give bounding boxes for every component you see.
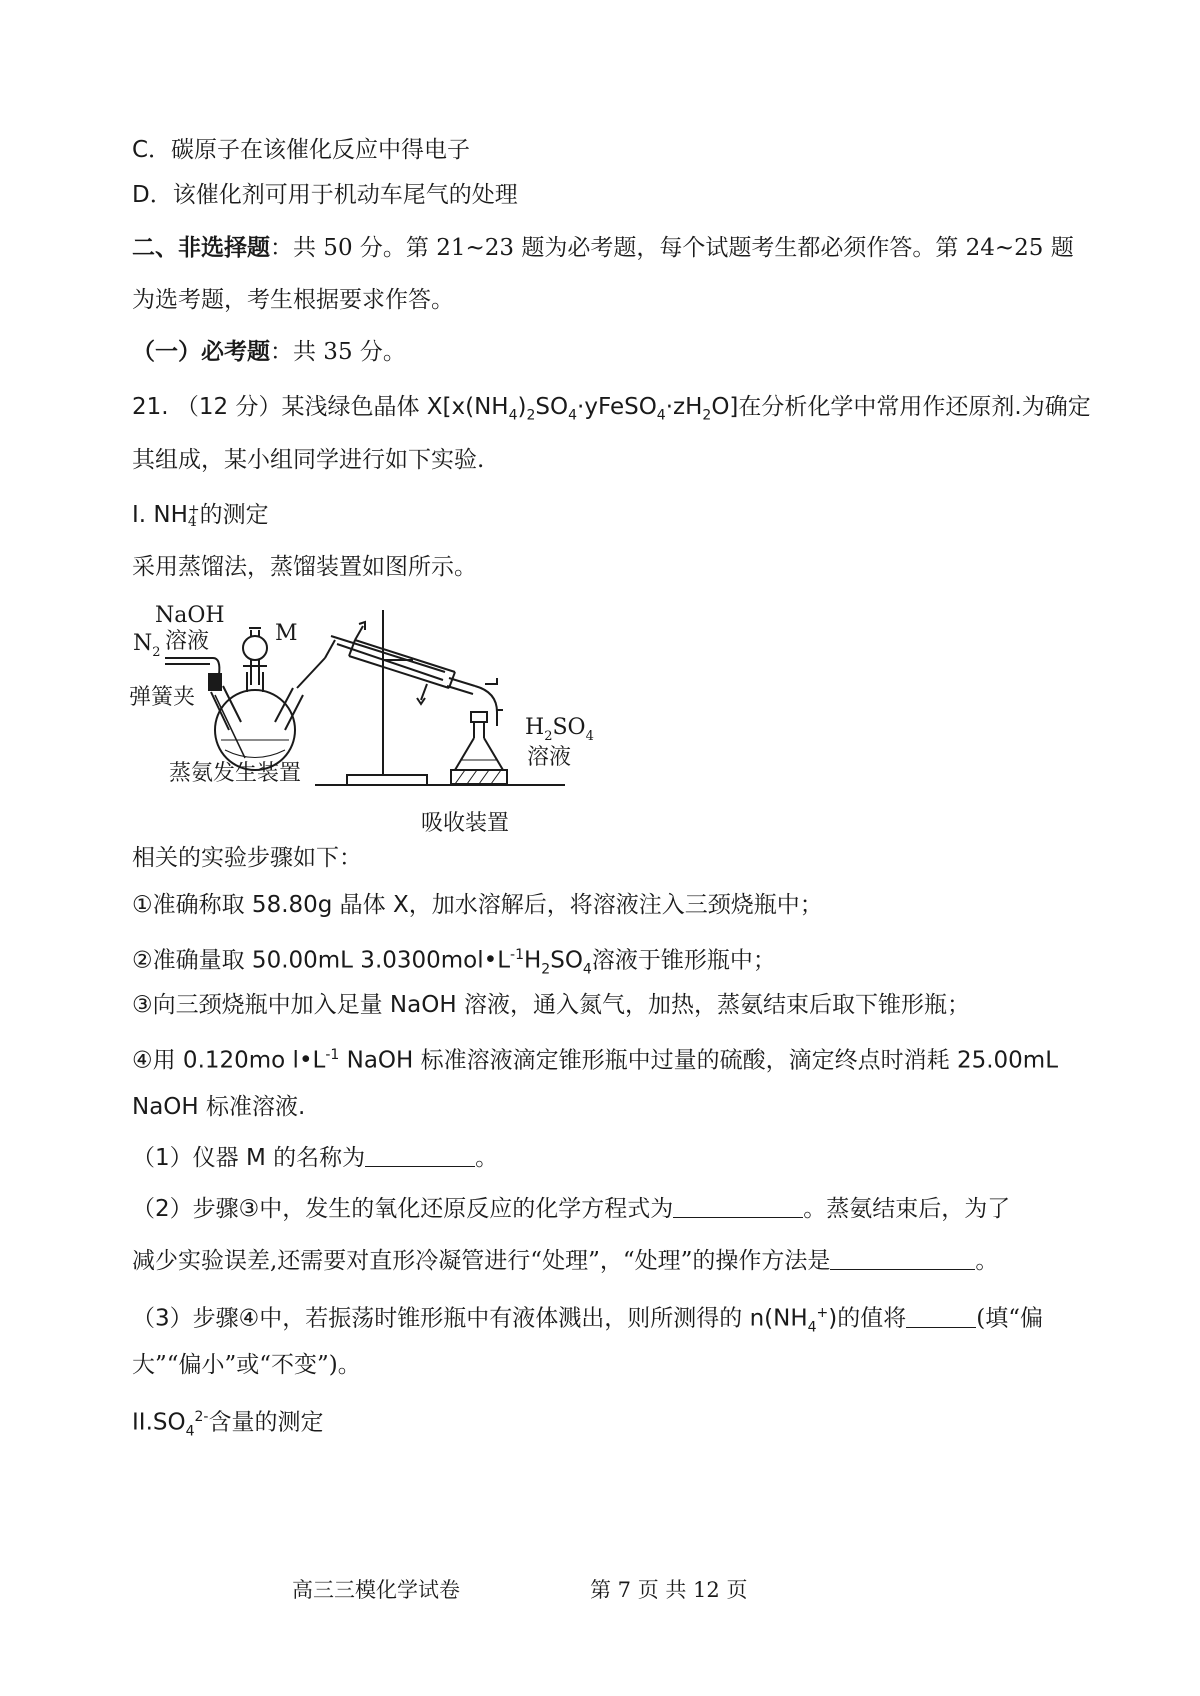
answer-blank-4[interactable] (906, 1305, 976, 1328)
label-solution2: 溶液 (527, 745, 572, 770)
question-3: （3）步骤④中，若振荡时锥形瓶中有液体溅出，则所测得的 $n(NH_4^+)$的值将 (填“偏 (132, 1305, 1043, 1336)
label-naoh: NaOH (155, 603, 225, 628)
label-absorber: 吸收装置 (421, 811, 510, 836)
step-1: ①准确称取 58.80g 晶体 X，加水溶解后，将溶液注入三颈烧瓶中； (132, 892, 823, 918)
option-c: C．碳原子在该催化反应中得电子 (132, 137, 471, 163)
method-text: 采用蒸馏法，蒸馏装置如图所示。 (132, 554, 477, 580)
section2-line2: 为选考题，考生根据要求作答。 (132, 287, 454, 313)
answer-blank-1[interactable] (365, 1144, 475, 1167)
question-1: （1）仪器 M 的名称为 。 (132, 1145, 499, 1171)
section2-line1: 二、非选择题：共 50 分。第 21~23 题为必考题，每个试题考生都必须作答。第 24~25 题 (132, 235, 1074, 261)
part1-title: I. NH + 4 的测定 (132, 502, 269, 530)
question-2: （2）步骤③中，发生的氧化还原反应的化学方程式为 。蒸氨结束后，为了 (132, 1196, 1011, 1222)
label-m: M (275, 621, 298, 646)
footer-exam-title: 高三三模化学试卷 (292, 1578, 460, 1602)
question-2-cont: 减少实验误差,还需要对直形冷凝管进行“处理”，“处理”的操作方法是 。 (132, 1248, 999, 1274)
q21-line1: 21. （12 分）某浅绿色晶体 $X[x(NH_4)_2SO_4\cdot yFeSO_4\cdot zH_2O]$在分析化学中常用作还原剂.为确定 (132, 394, 1091, 424)
option-d: D．该催化剂可用于机动车尾气的处理 (132, 182, 518, 208)
steps-intro: 相关的实验步骤如下： (132, 845, 362, 871)
q21-line2: 其组成，某小组同学进行如下实验. (132, 447, 485, 473)
answer-blank-3[interactable] (830, 1247, 975, 1270)
answer-blank-2[interactable] (673, 1195, 803, 1218)
step-4-cont: NaOH 标准溶液. (132, 1094, 306, 1120)
step-2: ②准确量取 50.00mL $3.0300mol•L^{-1}H_2SO_4$溶液于锥形瓶中； (132, 947, 776, 978)
label-n2: $N_2$ (133, 631, 161, 660)
label-generator: 蒸氨发生装置 (169, 761, 302, 786)
distillation-apparatus-figure (125, 600, 645, 840)
label-solution: 溶液 (165, 629, 210, 654)
step-4: ④用 0.120mo $l•L^{-1}$ NaOH 标准溶液滴定锥形瓶中过量的硫酸，滴定终点时消耗 25.00mL (132, 1047, 1059, 1074)
question-3-cont: 大”“偏小”或“不变”)。 (132, 1352, 361, 1378)
label-clamp: 弹簧夹 (129, 685, 196, 710)
label-h2so4: $H_2SO_4$ (525, 715, 594, 744)
part2-title: $II.SO_4^{2-}$含量的测定 (132, 1409, 324, 1440)
subsection-1: （一）必考题：共 35 分。 (132, 339, 406, 365)
footer-page-number: 第 7 页 共 12 页 (590, 1578, 748, 1602)
step-3: ③向三颈烧瓶中加入足量 NaOH 溶液，通入氮气，加热，蒸氨结束后取下锥形瓶； (132, 992, 970, 1018)
